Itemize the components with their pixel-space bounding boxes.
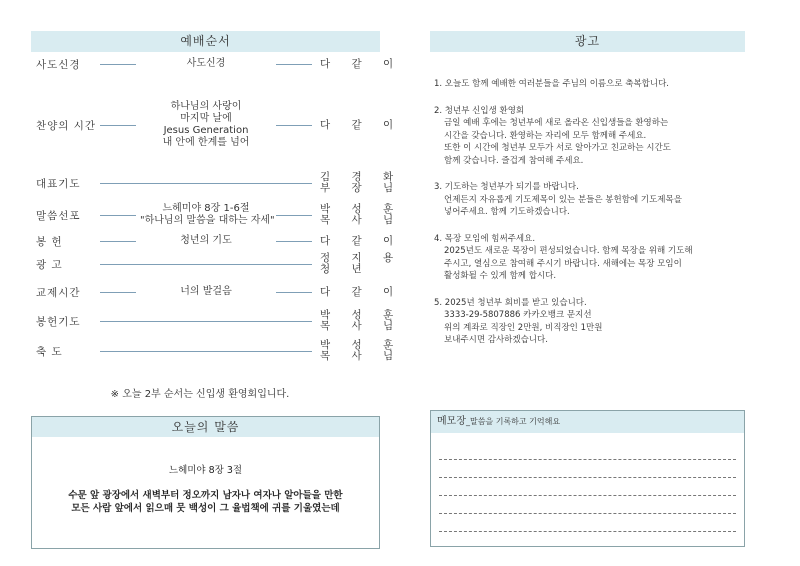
order-label: 대표기도 bbox=[36, 178, 81, 190]
order-content-line: 사도신경 bbox=[186, 58, 226, 69]
sermon-box bbox=[31, 416, 380, 549]
order-row bbox=[36, 200, 403, 230]
announcement-heading: 3. 기도하는 청년부가 되기를 바랍니다. bbox=[434, 182, 579, 192]
order-label: 사도신경 bbox=[36, 59, 81, 71]
order-person bbox=[320, 118, 403, 131]
order-person-line: 다 같 이 bbox=[320, 234, 403, 247]
announcement-heading: 1. 오늘도 함께 예배한 여러분들을 주님의 이름으로 축복합니다. bbox=[434, 79, 670, 89]
order-row bbox=[36, 339, 403, 362]
order-row bbox=[36, 95, 403, 155]
announcement-body-line: 3333-29-5807886 카카오뱅크 문지선 bbox=[444, 310, 592, 320]
sermon-reference: 느헤미야 8장 3절 bbox=[168, 465, 243, 476]
announcement-item bbox=[434, 181, 754, 219]
order-label: 말씀선포 bbox=[36, 210, 81, 222]
announcement-body-line: 2025년도 새로운 목장이 편성되었습니다. 함께 목장을 위해 기도해 bbox=[444, 246, 693, 256]
order-content bbox=[136, 235, 276, 247]
memo-box bbox=[430, 410, 745, 547]
memo-line bbox=[439, 477, 736, 478]
memo-line bbox=[439, 531, 736, 532]
order-content-line: 마지막 날에 bbox=[180, 113, 232, 124]
order-row bbox=[36, 234, 403, 248]
announcement-body-line: 주시고, 열심으로 참여해 주시기 바랍니다. 새해에는 목장 모임이 bbox=[444, 258, 682, 269]
leader-line bbox=[100, 264, 312, 265]
leader-line bbox=[100, 321, 312, 322]
announcement-item bbox=[434, 297, 754, 347]
announcement-body-line: 위의 계좌로 직장인 2만원, 비직장인 1만원 bbox=[444, 322, 603, 333]
order-person bbox=[320, 285, 403, 298]
order-label: 봉 헌 bbox=[36, 236, 63, 248]
sermon-header: 오늘의 말씀 bbox=[32, 417, 379, 437]
order-person bbox=[320, 309, 403, 332]
order-content-line: 하나님의 사랑이 bbox=[170, 101, 242, 112]
announcement-heading: 2. 청년부 신입생 환영회 bbox=[434, 105, 525, 116]
order-content bbox=[136, 203, 276, 227]
memo-line bbox=[439, 495, 736, 496]
order-person bbox=[320, 57, 403, 70]
order-note: ※ 오늘 2부 순서는 신입생 환영회입니다. bbox=[110, 389, 290, 400]
announcement-item bbox=[434, 78, 754, 91]
announcement-heading: 4. 목장 모임에 힘써주세요. bbox=[434, 233, 536, 244]
order-label: 광 고 bbox=[36, 259, 63, 271]
order-person-line: 목 사 님 bbox=[320, 320, 403, 332]
memo-line bbox=[439, 459, 736, 460]
announcement-body-line: 또한 이 시간에 청년부 모두가 서로 알아가고 친교하는 시간도 bbox=[444, 143, 671, 153]
memo-subtitle: _말씀을 기록하고 기억해요 bbox=[465, 417, 561, 426]
order-person-line: 부 장 님 bbox=[320, 182, 403, 194]
order-person-line: 박 성 훈 bbox=[320, 203, 403, 215]
order-label: 교제시간 bbox=[36, 287, 81, 299]
order-person-line: 다 같 이 bbox=[320, 285, 403, 298]
order-person bbox=[320, 339, 403, 362]
announcement-body-line: 시간을 갖습니다. 환영하는 자리에 모두 함께해 주세요. bbox=[444, 130, 647, 141]
announcement-item bbox=[434, 233, 754, 283]
order-person-line: 목 사 님 bbox=[320, 350, 403, 362]
leader-line bbox=[100, 183, 312, 184]
order-person-line: 목 사 님 bbox=[320, 214, 403, 226]
order-person-line: 박 성 훈 bbox=[320, 309, 403, 321]
announcement-body-line: 함께 갖습니다. 즐겁게 참여해 주세요. bbox=[444, 155, 584, 166]
order-person bbox=[320, 252, 403, 275]
memo-line bbox=[439, 513, 736, 514]
order-person-line: 다 같 이 bbox=[320, 118, 403, 131]
order-person bbox=[320, 203, 403, 226]
order-person-line: 청 년 bbox=[320, 263, 371, 275]
announcement-body-line: 활성화될 수 있게 함께 합시다. bbox=[444, 271, 557, 281]
order-person-line: 박 성 훈 bbox=[320, 339, 403, 351]
order-content-line: "하나님의 말씀을 대하는 자세" bbox=[140, 215, 275, 226]
order-content bbox=[136, 286, 276, 298]
order-content-line: 내 안에 한계를 넘어 bbox=[162, 137, 250, 148]
announcement-body-line: 넣어주세요. 함께 기도하겠습니다. bbox=[444, 207, 570, 217]
order-label: 봉헌기도 bbox=[36, 316, 81, 328]
order-row bbox=[36, 57, 403, 71]
order-person bbox=[320, 171, 403, 194]
order-label: 찬양의 시간 bbox=[36, 120, 97, 132]
order-content-line: 너의 발걸음 bbox=[180, 286, 232, 297]
order-content-line: 느헤미야 8장 1-6절 bbox=[162, 203, 250, 214]
announcements-header: 광고 bbox=[430, 31, 745, 52]
announcement-body-line: 언제든지 자유롭게 기도제목이 있는 분들은 봉헌함에 기도제목을 bbox=[444, 194, 682, 205]
sermon-text-line-2: 모든 사람 앞에서 읽으매 뭇 백성이 그 율법책에 귀를 기울였는데 bbox=[71, 503, 340, 514]
sermon-text-line-1: 수문 앞 광장에서 새벽부터 정오까지 남자나 여자나 알아들을 만한 bbox=[68, 490, 343, 501]
order-content bbox=[136, 101, 276, 149]
order-row bbox=[36, 252, 403, 276]
order-person-line: 김 경 화 bbox=[320, 171, 403, 183]
order-row bbox=[36, 285, 403, 299]
announcement-body-line: 보내주시면 감사하겠습니다. bbox=[444, 335, 548, 345]
announcement-item bbox=[434, 105, 754, 168]
order-row bbox=[36, 171, 403, 194]
order-person-line: 다 같 이 bbox=[320, 57, 403, 70]
memo-header bbox=[431, 411, 744, 433]
order-person bbox=[320, 234, 403, 247]
order-row bbox=[36, 309, 403, 332]
order-label: 축 도 bbox=[36, 346, 63, 358]
leader-line bbox=[100, 351, 312, 352]
order-person-line: 정 지 용 bbox=[320, 252, 403, 264]
announcement-heading: 5. 2025년 청년부 회비를 받고 있습니다. bbox=[434, 297, 587, 308]
memo-title: 메모장 bbox=[437, 416, 466, 427]
order-content-line: Jesus Generation bbox=[163, 125, 249, 136]
order-header: 예배순서 bbox=[31, 31, 380, 52]
order-content-line: 청년의 기도 bbox=[180, 235, 232, 246]
announcement-body-line: 금일 예배 후에는 청년부에 새로 올라온 신입생들을 환영하는 bbox=[444, 118, 669, 128]
order-content bbox=[136, 58, 276, 70]
announcements-list bbox=[434, 78, 754, 361]
